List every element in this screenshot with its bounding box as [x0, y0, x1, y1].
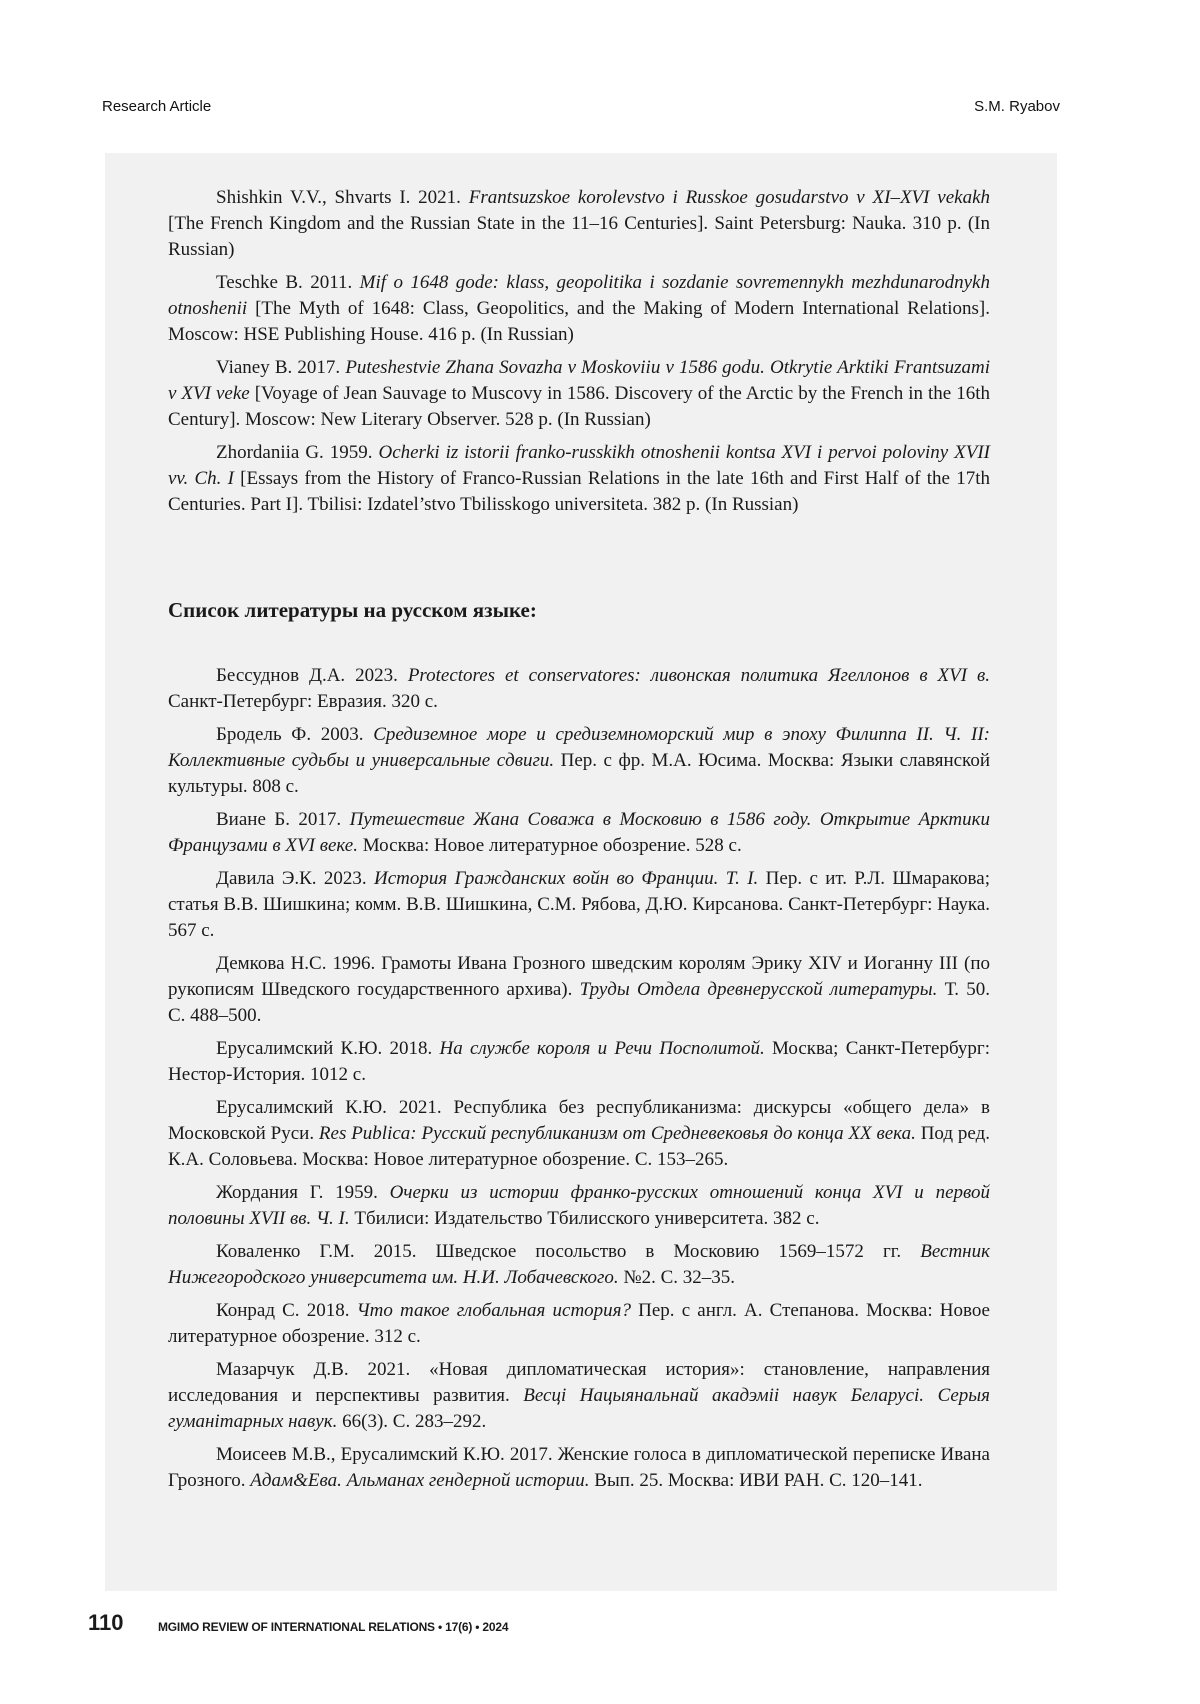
reference-title: Очерки из истории франко-русских отношений конца XVI и первой половины XVII вв. Ч. I.: [168, 1182, 990, 1229]
reference-details: Москва: Новое литературное обозрение. 528 с.: [358, 835, 742, 856]
reference-author: Бродель Ф. 2003.: [216, 724, 374, 745]
reference-entry: [168, 440, 990, 518]
reference-entry: [168, 1095, 990, 1173]
russian-references-heading: Список литературы на русском языке:: [168, 598, 537, 622]
reference-details: Вып. 25. Москва: ИВИ РАН. С. 120–141.: [589, 1470, 923, 1491]
reference-entry: [168, 1036, 990, 1088]
reference-title: Средиземное море и средиземноморский мир в эпоху Филиппа II. Ч. II: Коллективные судьбы и универсальные сдвиги.: [168, 724, 991, 771]
reference-details: Тбилиси: Издательство Тбилисского университета. 382 с.: [349, 1208, 820, 1229]
reference-title: Вестник Нижегородского университета им. Н.И. Лобачевского.: [168, 1241, 990, 1288]
reference-entry: [168, 663, 990, 715]
reference-details: [Essays from the History of Franco-Russian Relations in the late 16th and First Half of the 17th Centuries. Part I]. Tbilisi: Izdatel’stvo Tbilisskogo universiteta. 382 p. (In Russian): [168, 468, 990, 515]
reference-author: Давила Э.К. 2023.: [216, 868, 375, 889]
reference-author: Жордания Г. 1959.: [216, 1182, 390, 1203]
reference-title: Труды Отдела древнерусской литературы.: [579, 979, 938, 1000]
running-head-right: S.M. Ryabov: [974, 98, 1060, 115]
reference-entry: [168, 866, 990, 944]
reference-title: Res Publica: Русский республиканизм от Средневековья до конца XX века.: [318, 1123, 916, 1144]
journal-footer: MGIMO REVIEW OF INTERNATIONAL RELATIONS • 17(6) • 2024: [158, 1620, 509, 1634]
running-head-left: Research Article: [102, 98, 212, 115]
reference-details: 66(3). С. 283–292.: [337, 1411, 487, 1432]
reference-entry: [168, 1180, 990, 1232]
reference-author: Ерусалимский К.Ю. 2021. Республика без республиканизма: дискурсы «общего дела» в Московской Руси.: [168, 1097, 990, 1144]
english-reference-list: [168, 185, 990, 525]
reference-author: Конрад С. 2018.: [216, 1300, 357, 1321]
reference-entry: [168, 185, 990, 263]
reference-entry: [168, 1298, 990, 1350]
reference-title: Protectores et conservatores: ливонская политика Ягеллонов в XVI в.: [407, 665, 990, 686]
reference-entry: [168, 807, 990, 859]
reference-details: Москва; Санкт-Петербург: Нестор-История. 1012 с.: [168, 1038, 990, 1085]
reference-author: Моисеев М.В., Ерусалимский К.Ю. 2017. Женские голоса в дипломатической переписке Ивана Грозного.: [168, 1444, 990, 1491]
reference-author: Виане Б. 2017.: [216, 809, 350, 830]
reference-details: Санкт-Петербург: Евразия. 320 с.: [168, 691, 438, 712]
reference-entry: [168, 1239, 990, 1291]
reference-author: Мазарчук Д.В. 2021. «Новая дипломатическая история»: становление, направления исследования и перспективы развития.: [168, 1359, 990, 1406]
reference-details: Пер. с англ. А. Степанова. Москва: Новое литературное обозрение. 312 с.: [168, 1300, 990, 1347]
reference-author: Бессуднов Д.А. 2023.: [216, 665, 408, 686]
reference-details: Пер. с ит. Р.Л. Шмаракова; статья В.В. Шишкина; комм. В.В. Шишкина, С.М. Рябова, Д.Ю. Кирсанова. Санкт-Петербург: Наука. 567 с.: [168, 868, 990, 941]
reference-entry: [168, 355, 990, 433]
reference-author: Коваленко Г.М. 2015. Шведское посольство в Московию 1569–1572 гг.: [216, 1241, 921, 1262]
reference-title: Адам&Ева. Альманах гендерной истории.: [250, 1470, 590, 1491]
reference-title: История Гражданских войн во Франции. Т. I.: [374, 868, 759, 889]
reference-entry: [168, 1357, 990, 1435]
reference-author: Zhordaniia G. 1959.: [216, 442, 379, 463]
reference-entry: [168, 951, 990, 1029]
reference-title: Puteshestvie Zhana Sovazha v Moskoviiu v 1586 godu. Otkrytie Arktiki Frantsuzami v XVI veke: [168, 357, 991, 404]
reference-author: Демкова Н.С. 1996. Грамоты Ивана Грозного шведским королям Эрику XIV и Иоганну III (по рукописям Шведского государственного архива).: [168, 953, 990, 1000]
reference-details: Т. 50. С. 488–500.: [168, 979, 990, 1026]
reference-title: Весці Нацыянальнай акадэміі навук Беларусі. Серыя гуманітарных навук.: [168, 1385, 991, 1432]
reference-entry: [168, 270, 990, 348]
reference-details: Под ред. К.А. Соловьева. Москва: Новое литературное обозрение. С. 153–265.: [168, 1123, 990, 1170]
page-number: 110: [88, 1610, 124, 1635]
reference-title: Что такое глобальная история?: [356, 1300, 632, 1321]
reference-author: Ерусалимский К.Ю. 2018.: [216, 1038, 440, 1059]
reference-details: [The French Kingdom and the Russian State in the 11–16 Centuries]. Saint Petersburg: Nauka. 310 p. (In Russian): [168, 213, 990, 260]
reference-entry: [168, 722, 990, 800]
reference-details: Пер. с фр. М.А. Юсима. Москва: Языки славянской культуры. 808 с.: [168, 750, 990, 797]
russian-reference-list: [168, 663, 990, 1501]
reference-details: №2. С. 32–35.: [618, 1267, 735, 1288]
reference-details: [The Myth of 1648: Class, Geopolitics, and the Making of Modern International Relations]. Moscow: HSE Publishing House. 416 p. (In Russian): [168, 298, 990, 345]
reference-author: Teschke B. 2011.: [216, 272, 360, 293]
reference-title: Mif o 1648 gode: klass, geopolitika i sozdanie sovremennykh mezhdunarodnykh otnoshenii: [168, 272, 990, 319]
reference-entry: [168, 1442, 990, 1494]
reference-title: Путешествие Жана Соважа в Московию в 1586 году. Открытие Арктики Французами в XVI веке.: [168, 809, 990, 856]
reference-author: Vianey B. 2017.: [216, 357, 346, 378]
reference-author: Shishkin V.V., Shvarts I. 2021.: [216, 187, 469, 208]
reference-title: Frantsuzskoe korolevstvo i Russkoe gosudarstvo v XI–XVI vekakh: [468, 187, 991, 208]
reference-details: [Voyage of Jean Sauvage to Muscovy in 1586. Discovery of the Arctic by the French in the 16th Century]. Moscow: New Literary Observer. 528 p. (In Russian): [168, 383, 990, 430]
reference-title: Ocherki iz istorii franko-russkikh otnoshenii kontsa XVI i pervoi poloviny XVII vv. Ch. I: [168, 442, 991, 489]
reference-title: На службе короля и Речи Посполитой.: [439, 1038, 765, 1059]
